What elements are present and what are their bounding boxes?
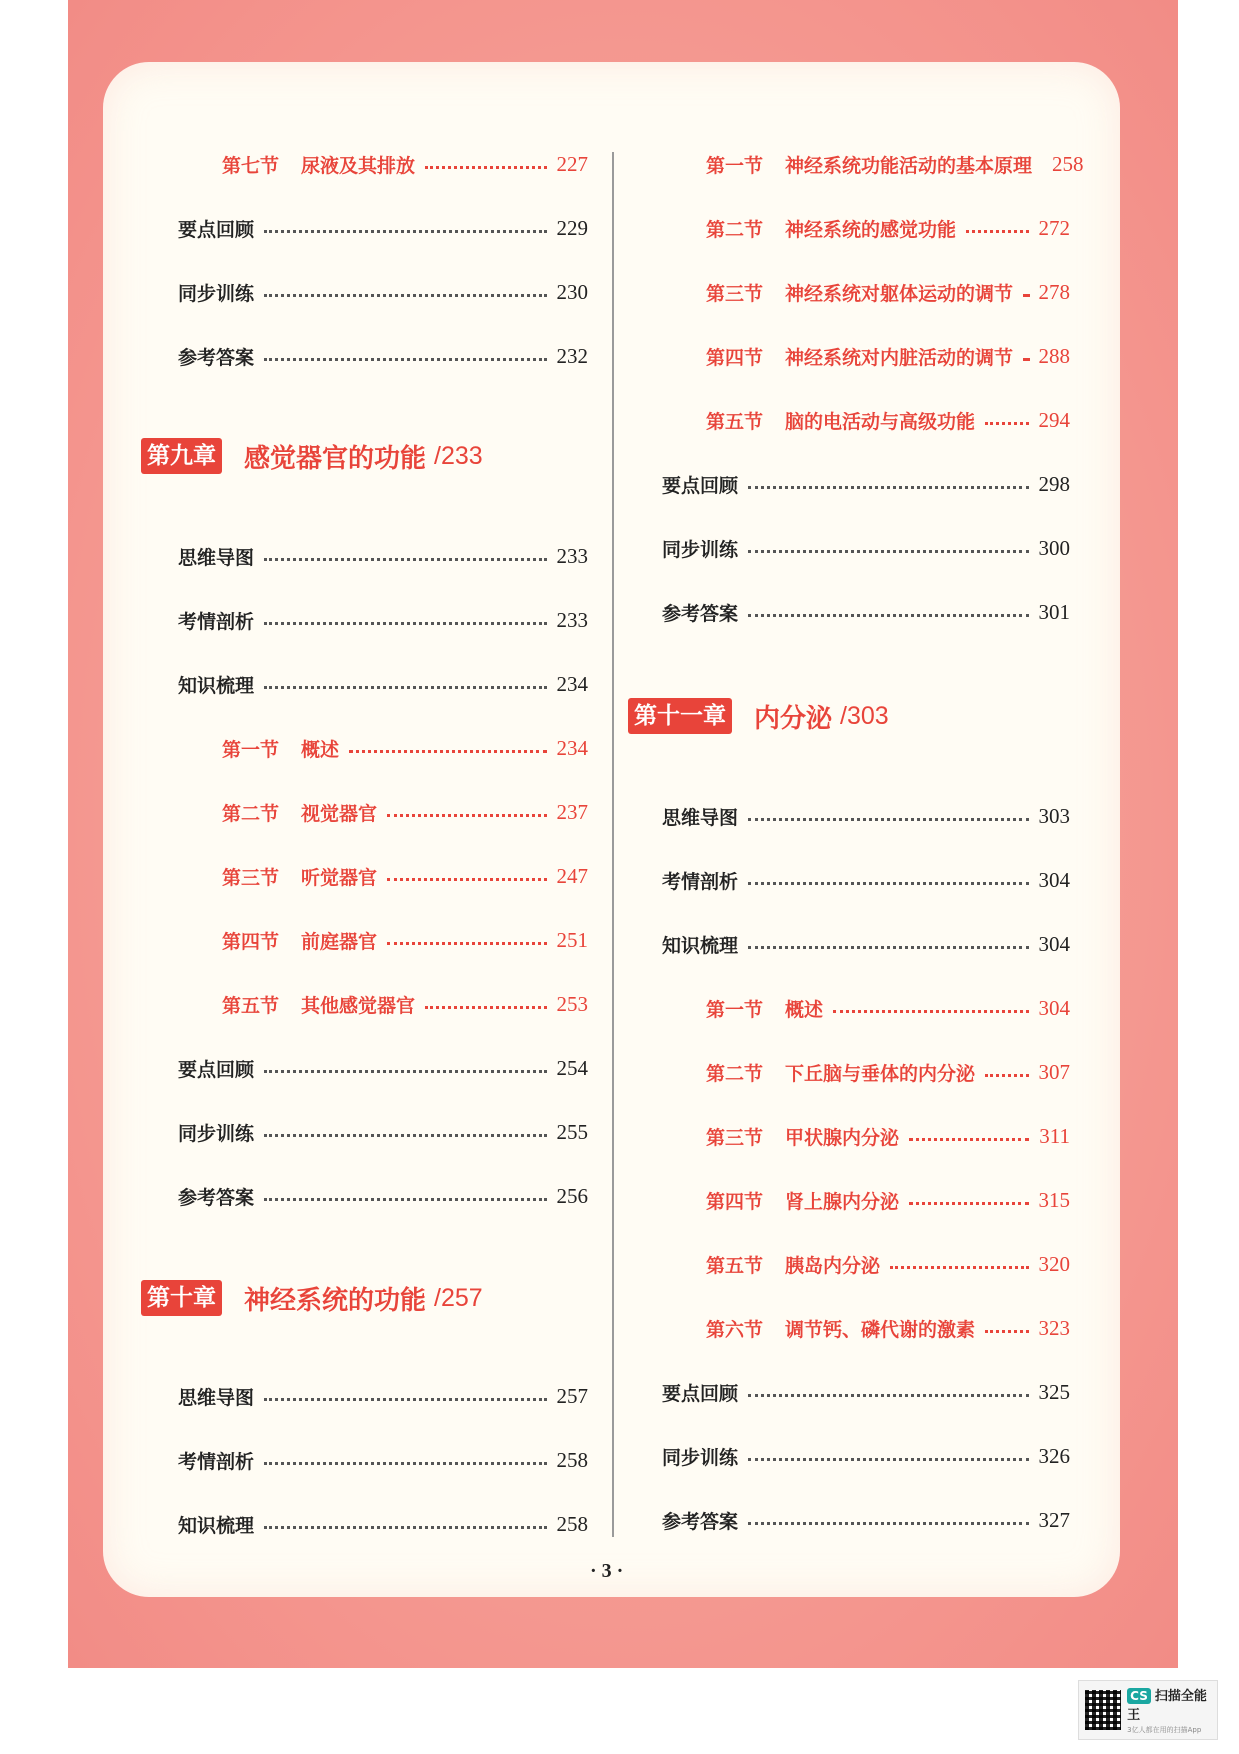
section-number: 第一节: [222, 738, 280, 761]
scanner-watermark: [1078, 1680, 1218, 1740]
section-number: 第五节: [706, 410, 764, 433]
entry-page-number: 253: [556, 991, 588, 1016]
entry-page-number: 256: [556, 1183, 588, 1208]
chapter-badge: 第十一章: [628, 698, 732, 734]
page-number: · 3 ·: [590, 1560, 624, 1582]
leader-dots: [264, 558, 546, 561]
entry-label: 概述: [301, 738, 340, 761]
chapter-heading[interactable]: [141, 436, 483, 476]
leader-dots: [909, 1138, 1029, 1141]
entry-label: 脑的电活动与高级功能: [785, 410, 976, 433]
entry-label: 要点回顾: [178, 218, 255, 241]
toc-section-entry[interactable]: [222, 730, 588, 766]
entry-label: 视觉器官: [301, 802, 378, 825]
toc-entry[interactable]: [662, 594, 1070, 630]
toc-entry[interactable]: [178, 1114, 588, 1150]
chapter-page: /233: [434, 441, 483, 470]
leader-dots: [1023, 294, 1028, 297]
leader-dots: [264, 1398, 546, 1401]
entry-label: 胰岛内分泌: [785, 1254, 881, 1277]
toc-section-entry[interactable]: [706, 338, 1070, 374]
entry-page-number: 304: [1038, 931, 1070, 956]
entry-label: 神经系统对躯体运动的调节: [785, 282, 1014, 305]
entry-label: 要点回顾: [178, 1058, 255, 1081]
toc-entry[interactable]: [178, 338, 588, 374]
leader-dots: [833, 1010, 1028, 1013]
toc-entry[interactable]: [662, 926, 1070, 962]
leader-dots: [748, 818, 1028, 821]
chapter-title: 感觉器官的功能: [244, 443, 427, 474]
entry-label: 思维导图: [178, 1386, 255, 1409]
leader-dots: [1023, 358, 1028, 361]
watermark-text-block: [1127, 1685, 1211, 1735]
entry-label: 考情剖析: [662, 870, 739, 893]
section-number: 第六节: [706, 1318, 764, 1341]
toc-entry[interactable]: [178, 274, 588, 310]
entry-label: 考情剖析: [178, 610, 255, 633]
leader-dots: [264, 230, 546, 233]
entry-label: 神经系统功能活动的基本原理: [785, 154, 1033, 177]
toc-section-entry[interactable]: [222, 986, 588, 1022]
entry-label: 考情剖析: [178, 1450, 255, 1473]
toc-entry[interactable]: [178, 1442, 588, 1478]
leader-dots: [264, 1462, 546, 1465]
watermark-subtitle: 3亿人都在用的扫描App: [1127, 1726, 1202, 1734]
chapter-heading[interactable]: [141, 1278, 483, 1318]
leader-dots: [387, 814, 546, 817]
entry-page-number: 233: [556, 607, 588, 632]
leader-dots: [985, 1330, 1028, 1333]
entry-page-number: 315: [1038, 1187, 1070, 1212]
entry-page-number: 323: [1038, 1315, 1070, 1340]
entry-label: 听觉器官: [301, 866, 378, 889]
section-number: 第三节: [222, 866, 280, 889]
entry-page-number: 304: [1038, 995, 1070, 1020]
toc-entry[interactable]: [662, 798, 1070, 834]
entry-label: 要点回顾: [662, 1382, 739, 1405]
entry-label: 同步训练: [178, 282, 255, 305]
entry-label: 思维导图: [178, 546, 255, 569]
toc-entry[interactable]: [178, 1050, 588, 1086]
chapter-page: /257: [434, 1283, 483, 1312]
entry-page-number: 294: [1038, 407, 1070, 432]
leader-dots: [264, 622, 546, 625]
section-number: 第四节: [706, 1190, 764, 1213]
leader-dots: [748, 946, 1028, 949]
chapter-title: 神经系统的功能: [244, 1285, 427, 1316]
leader-dots: [264, 358, 546, 361]
toc-section-entry[interactable]: [222, 794, 588, 830]
entry-page-number: 230: [556, 279, 588, 304]
leader-dots: [264, 1070, 546, 1073]
entry-label: 神经系统对内脏活动的调节: [785, 346, 1014, 369]
section-number: 第五节: [706, 1254, 764, 1277]
entry-label: 肾上腺内分泌: [785, 1190, 900, 1213]
entry-label: 参考答案: [662, 1510, 739, 1533]
toc-section-entry[interactable]: [706, 1310, 1070, 1346]
section-number: 第四节: [222, 930, 280, 953]
toc-entry[interactable]: [662, 1502, 1070, 1538]
chapter-page: /303: [840, 701, 889, 730]
leader-dots: [264, 1526, 546, 1529]
entry-page-number: 251: [556, 927, 588, 952]
toc-section-entry[interactable]: [706, 402, 1070, 438]
entry-page-number: 234: [556, 671, 588, 696]
toc-section-entry[interactable]: [706, 210, 1070, 246]
entry-page-number: 254: [556, 1055, 588, 1080]
entry-page-number: 300: [1038, 535, 1070, 560]
entry-label: 概述: [785, 998, 824, 1021]
leader-dots: [890, 1266, 1028, 1269]
column-divider: [612, 152, 614, 1537]
section-number: 第一节: [706, 154, 764, 177]
toc-entry[interactable]: [178, 538, 588, 574]
leader-dots: [909, 1202, 1028, 1205]
section-number: 第二节: [222, 802, 280, 825]
leader-dots: [387, 942, 546, 945]
leader-dots: [425, 1006, 546, 1009]
toc-entry[interactable]: [662, 530, 1070, 566]
toc-section-entry[interactable]: [706, 274, 1070, 310]
leader-dots: [748, 1458, 1028, 1461]
entry-page-number: 288: [1038, 343, 1070, 368]
leader-dots: [748, 882, 1028, 885]
entry-label: 调节钙、磷代谢的激素: [785, 1318, 976, 1341]
toc-section-entry[interactable]: [222, 858, 588, 894]
entry-page-number: 232: [556, 343, 588, 368]
entry-page-number: 304: [1038, 867, 1070, 892]
leader-dots: [264, 1134, 546, 1137]
leader-dots: [748, 1394, 1028, 1397]
toc-section-entry[interactable]: [706, 1118, 1070, 1154]
toc-section-entry[interactable]: [706, 146, 1084, 182]
leader-dots: [264, 1198, 546, 1201]
entry-page-number: 229: [556, 215, 588, 240]
entry-label: 神经系统的感觉功能: [785, 218, 957, 241]
toc-entry[interactable]: [178, 1178, 588, 1214]
toc-section-entry[interactable]: [706, 1246, 1070, 1282]
leader-dots: [748, 614, 1028, 617]
toc-entry[interactable]: [662, 466, 1070, 502]
leader-dots: [966, 230, 1028, 233]
entry-page-number: 301: [1038, 599, 1070, 624]
entry-label: 同步训练: [178, 1122, 255, 1145]
entry-label: 参考答案: [178, 1186, 255, 1209]
entry-page-number: 278: [1038, 279, 1070, 304]
entry-label: 前庭器官: [301, 930, 378, 953]
toc-entry[interactable]: [178, 210, 588, 246]
entry-page-number: 227: [556, 151, 588, 176]
leader-dots: [985, 1074, 1028, 1077]
leader-dots: [748, 550, 1028, 553]
entry-label: 尿液及其排放: [301, 154, 416, 177]
entry-page-number: 303: [1038, 803, 1070, 828]
leader-dots: [748, 1522, 1028, 1525]
entry-page-number: 257: [556, 1383, 588, 1408]
toc-entry[interactable]: [662, 1374, 1070, 1410]
section-number: 第三节: [706, 1126, 764, 1149]
toc-entry[interactable]: [178, 1506, 588, 1542]
entry-page-number: 258: [1052, 151, 1084, 176]
chapter-title: 内分泌: [754, 703, 833, 734]
entry-label: 甲状腺内分泌: [785, 1126, 900, 1149]
toc-entry[interactable]: [178, 602, 588, 638]
section-number: 第二节: [706, 218, 764, 241]
section-number: 第七节: [222, 154, 280, 177]
qr-code-icon: [1085, 1690, 1121, 1730]
leader-dots: [425, 166, 546, 169]
toc-section-entry[interactable]: [706, 990, 1070, 1026]
entry-label: 知识梳理: [178, 674, 255, 697]
entry-label: 同步训练: [662, 1446, 739, 1469]
entry-page-number: 247: [556, 863, 588, 888]
entry-page-number: 307: [1038, 1059, 1070, 1084]
leader-dots: [264, 686, 546, 689]
chapter-badge: 第十章: [141, 1280, 222, 1316]
section-number: 第四节: [706, 346, 764, 369]
leader-dots: [264, 294, 546, 297]
watermark-brand: 扫描全能王: [1127, 1689, 1207, 1723]
entry-label: 参考答案: [662, 602, 739, 625]
toc-section-entry[interactable]: [706, 1054, 1070, 1090]
entry-page-number: 326: [1038, 1443, 1070, 1468]
entry-label: 知识梳理: [662, 934, 739, 957]
toc-section-entry[interactable]: [222, 146, 588, 182]
entry-label: 知识梳理: [178, 1514, 255, 1537]
entry-page-number: 258: [556, 1511, 588, 1536]
toc-entry[interactable]: [662, 862, 1070, 898]
entry-page-number: 298: [1038, 471, 1070, 496]
section-number: 第三节: [706, 282, 764, 305]
section-number: 第二节: [706, 1062, 764, 1085]
chapter-badge: 第九章: [141, 438, 222, 474]
toc-section-entry[interactable]: [222, 922, 588, 958]
entry-page-number: 255: [556, 1119, 588, 1144]
entry-page-number: 234: [556, 735, 588, 760]
toc-section-entry[interactable]: [706, 1182, 1070, 1218]
entry-label: 参考答案: [178, 346, 255, 369]
entry-page-number: 237: [556, 799, 588, 824]
entry-label: 思维导图: [662, 806, 739, 829]
leader-dots: [349, 750, 546, 753]
entry-label: 其他感觉器官: [301, 994, 416, 1017]
leader-dots: [748, 486, 1028, 489]
entry-page-number: 272: [1038, 215, 1070, 240]
chapter-heading[interactable]: [628, 696, 889, 736]
entry-page-number: 320: [1038, 1251, 1070, 1276]
toc-entry[interactable]: [662, 1438, 1070, 1474]
entry-page-number: 311: [1039, 1123, 1070, 1148]
toc-entry[interactable]: [178, 1378, 588, 1414]
entry-label: 下丘脑与垂体的内分泌: [785, 1062, 976, 1085]
entry-label: 同步训练: [662, 538, 739, 561]
entry-page-number: 325: [1038, 1379, 1070, 1404]
leader-dots: [387, 878, 546, 881]
section-number: 第五节: [222, 994, 280, 1017]
leader-dots: [985, 422, 1028, 425]
toc-entry[interactable]: [178, 666, 588, 702]
entry-page-number: 258: [556, 1447, 588, 1472]
entry-label: 要点回顾: [662, 474, 739, 497]
camscanner-logo: CS: [1127, 1688, 1151, 1704]
entry-page-number: 327: [1038, 1507, 1070, 1532]
section-number: 第一节: [706, 998, 764, 1021]
entry-page-number: 233: [556, 543, 588, 568]
